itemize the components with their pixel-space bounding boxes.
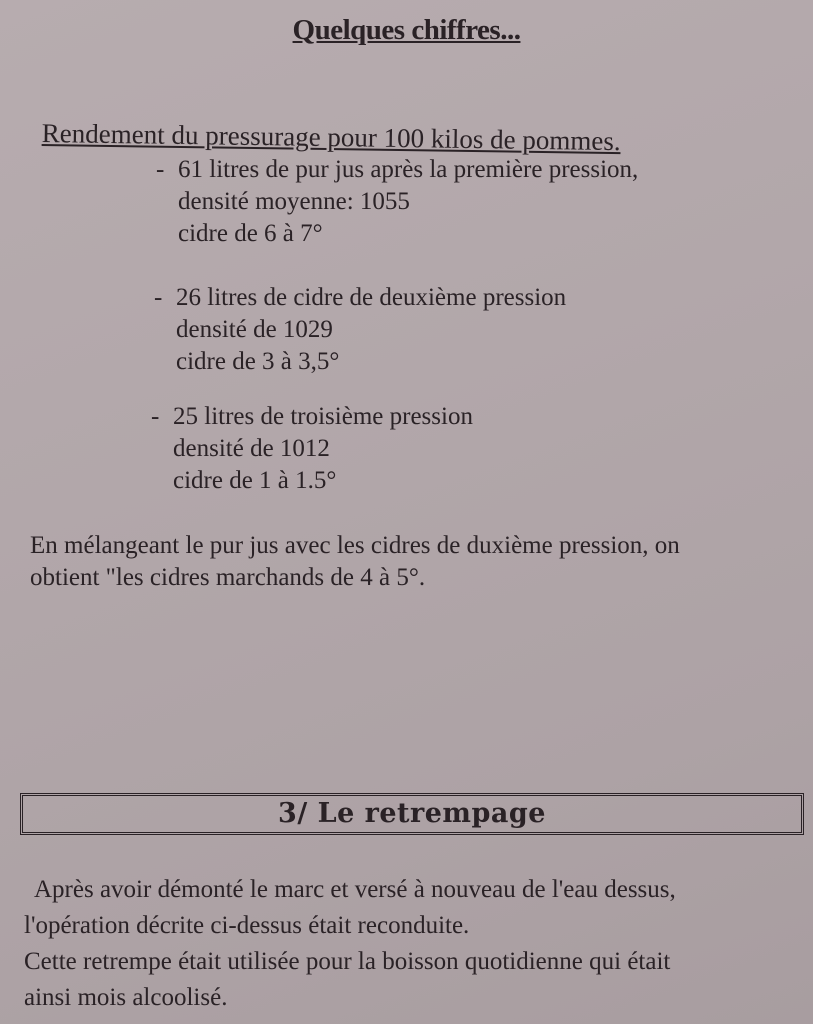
list-dash: - xyxy=(154,284,163,311)
list-item-line: cidre de 1 à 1.5° xyxy=(173,467,337,494)
paragraph-line: Cette retrempe était utilisée pour la boisson quotidienne qui était xyxy=(24,948,671,975)
list-item-line: cidre de 6 à 7° xyxy=(178,220,323,247)
section-subtitle: Rendement du pressurage pour 100 kilos de pommes. xyxy=(41,118,621,157)
paragraph-line: ainsi mois alcoolisé. xyxy=(24,984,228,1011)
paragraph-line: obtient "les cidres marchands de 4 à 5°. xyxy=(30,564,426,591)
list-dash: - xyxy=(156,156,165,183)
list-item xyxy=(154,282,567,378)
list-item xyxy=(151,401,473,497)
list-item-line: 26 litres de cidre de deuxième pression xyxy=(176,284,567,311)
list-item-line: densité de 1029 xyxy=(176,316,333,343)
section-paragraph xyxy=(24,872,676,1016)
list-item-line: densité de 1012 xyxy=(173,435,330,462)
list-item-line: cidre de 3 à 3,5° xyxy=(176,348,340,375)
section-heading-box xyxy=(20,793,804,835)
paragraph-line: Après avoir démonté le marc et versé à nouveau de l'eau dessus, xyxy=(34,876,676,903)
list-item xyxy=(156,154,639,250)
list-item-line: 25 litres de troisième pression xyxy=(173,403,473,430)
paragraph-line: En mélangeant le pur jus avec les cidres de duxième pression, on xyxy=(30,532,680,559)
section-heading: 3/ Le retrempage xyxy=(278,798,546,829)
summary-paragraph xyxy=(30,530,680,594)
list-dash: - xyxy=(151,403,160,430)
list-item-line: densité moyenne: 1055 xyxy=(178,188,410,215)
list-item-line: 61 litres de pur jus après la première pression, xyxy=(178,156,639,183)
page-title: Quelques chiffres... xyxy=(292,14,521,46)
paragraph-line: l'opération décrite ci-dessus était reconduite. xyxy=(24,912,470,939)
